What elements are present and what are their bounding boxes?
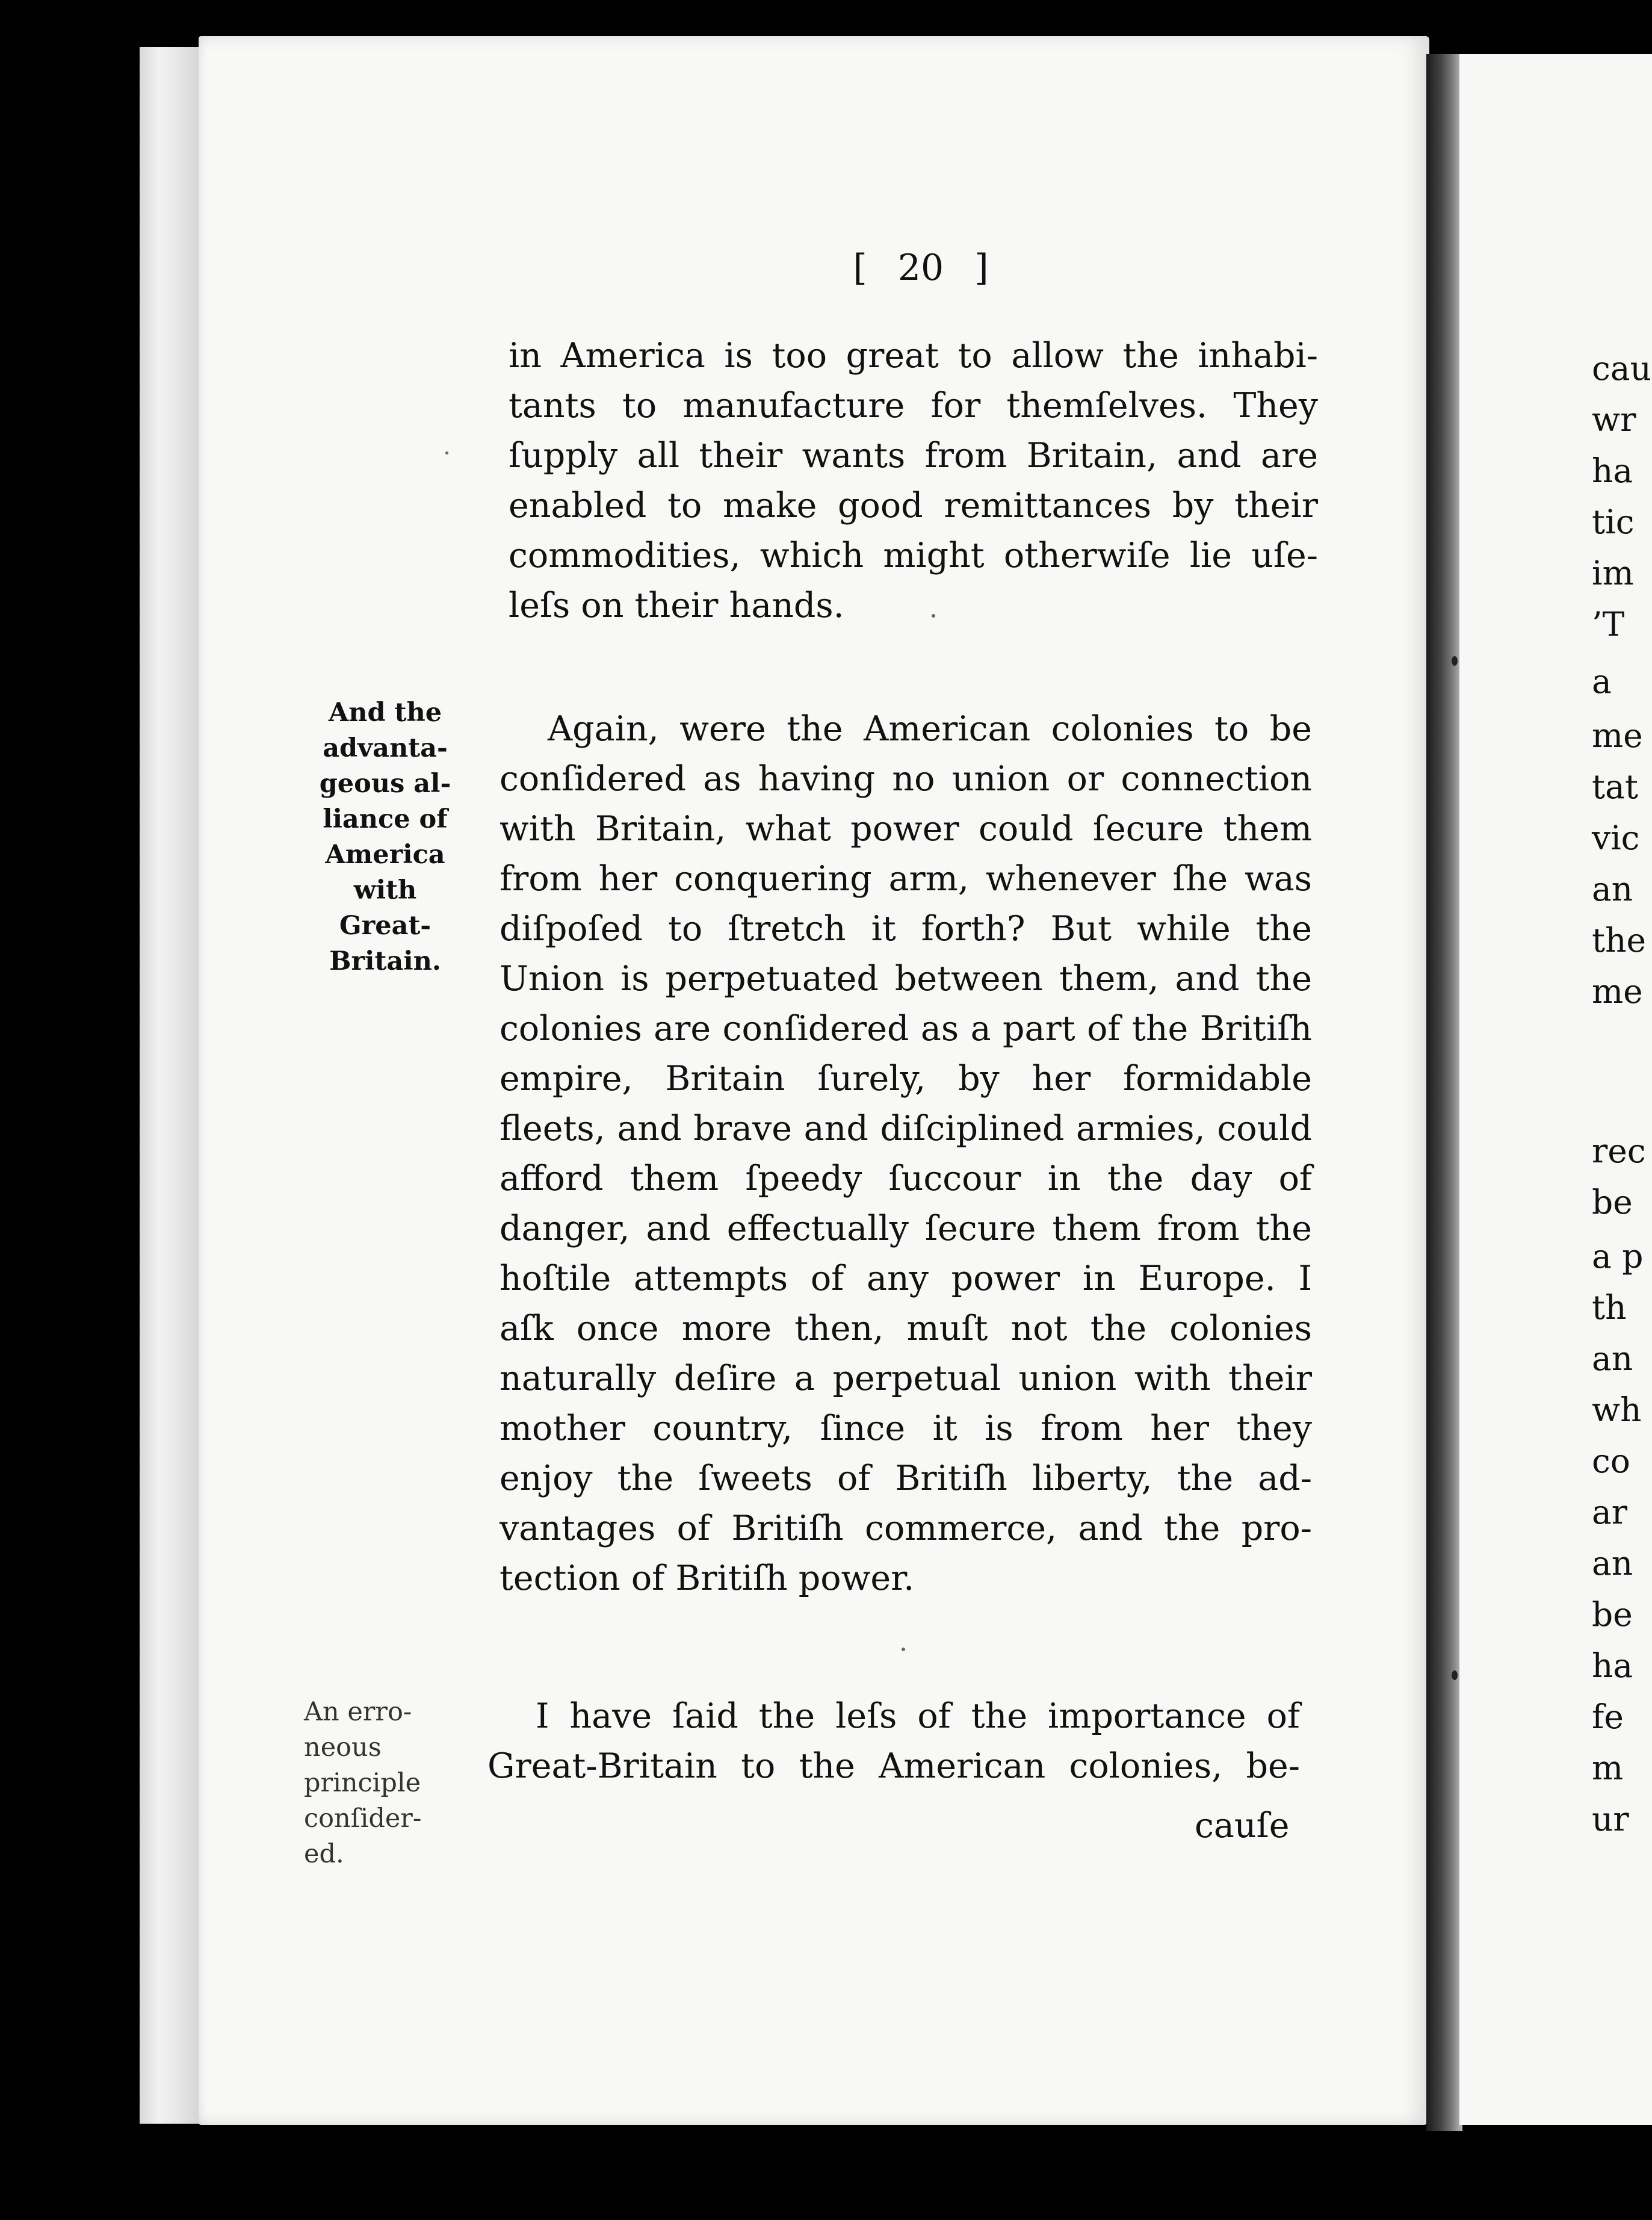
facing-fragment: th <box>1592 1288 1627 1327</box>
margin-note-line: conſider- <box>304 1803 422 1834</box>
paper-speck <box>932 614 935 618</box>
facing-fragment: m <box>1592 1749 1624 1787</box>
text-line: naturally deſire a perpetual union with their <box>500 1359 1312 1398</box>
margin-note-line: America <box>325 840 445 870</box>
facing-fragment: fe <box>1592 1698 1624 1736</box>
facing-fragment: an <box>1592 1339 1633 1378</box>
paper-speck <box>1452 1670 1458 1680</box>
margin-note-erroneous-principle <box>304 1694 448 1872</box>
margin-note-line: ed. <box>304 1839 344 1869</box>
facing-fragment: im <box>1592 554 1634 592</box>
text-line: Great-Britain to the American colonies, be- <box>487 1746 1300 1786</box>
text-line: tants to manufacture for themſelves. They <box>509 386 1318 426</box>
text-line: aſk once more then, muſt not the colonies <box>500 1309 1312 1348</box>
paragraph-3 <box>487 1691 1300 1791</box>
margin-note-line: with <box>353 875 417 905</box>
facing-fragment: be <box>1592 1595 1633 1634</box>
page-number: [ 20 ] <box>853 247 989 289</box>
text-line: I have ſaid the leſs of the importance of <box>536 1696 1300 1736</box>
margin-note-alliance <box>313 695 457 979</box>
text-line: afford them ſpeedy ſuccour in the day of <box>500 1159 1312 1198</box>
text-line: Union is perpetuated between them, and the <box>500 959 1312 999</box>
text-line: colonies are conſidered as a part of the Britiſh <box>500 1009 1312 1049</box>
facing-fragment: an <box>1592 1544 1633 1583</box>
page-edge <box>140 47 206 2124</box>
text-line: enabled to make good remittances by their <box>509 486 1318 526</box>
margin-note-line: principle <box>304 1768 421 1798</box>
facing-fragment: a p <box>1592 1237 1644 1276</box>
text-line: ſupply all their wants from Britain, and are <box>509 436 1318 476</box>
facing-fragment: ur <box>1592 1800 1629 1838</box>
facing-fragment: wr <box>1592 400 1636 439</box>
facing-fragment: wh <box>1592 1391 1642 1429</box>
text-line: empire, Britain ſurely, by her formidable <box>500 1059 1312 1099</box>
text-line: with Britain, what power could ſecure them <box>500 809 1312 849</box>
text-line: enjoy the ſweets of Britiſh liberty, the ad- <box>500 1459 1312 1498</box>
text-line: hoſtile attempts of any power in Europe. I <box>500 1259 1312 1298</box>
text-line: commodities, which might otherwiſe lie uſe- <box>509 536 1318 575</box>
text-line: vantages of Britiſh commerce, and the pro- <box>500 1508 1312 1548</box>
paper-speck <box>902 1648 905 1651</box>
facing-fragment: ar <box>1592 1493 1628 1531</box>
facing-fragment: be <box>1592 1183 1633 1221</box>
facing-fragment: ’T <box>1592 605 1625 643</box>
paragraph-1 <box>509 331 1318 631</box>
text-line: in America is too great to allow the inhabi- <box>509 336 1318 376</box>
facing-fragment: co <box>1592 1442 1630 1480</box>
catchword: cauſe <box>1195 1806 1290 1846</box>
text-line: Again, were the American colonies to be <box>548 709 1312 749</box>
margin-note-line: An erro- <box>304 1697 412 1727</box>
text-line: conſidered as having no union or connection <box>500 759 1312 799</box>
facing-fragment: an <box>1592 870 1633 908</box>
text-line: tection of Britiſh power. <box>500 1558 915 1598</box>
margin-note-line: And the <box>328 698 442 728</box>
book-gutter <box>1426 54 1462 2131</box>
facing-fragment: a <box>1592 662 1612 701</box>
margin-note-line: neous <box>304 1732 382 1763</box>
facing-fragment: the <box>1592 921 1647 960</box>
facing-fragment: tic <box>1592 503 1635 541</box>
text-line: diſpoſed to ſtretch it forth? But while the <box>500 909 1312 949</box>
paragraph-2 <box>500 704 1312 1604</box>
facing-fragment: tat <box>1592 767 1638 806</box>
margin-note-line: Great- <box>339 911 432 941</box>
text-line: danger, and effectually ſecure them from the <box>500 1209 1312 1248</box>
paper-speck <box>445 451 448 454</box>
text-line: leſs on their hands. <box>509 586 844 625</box>
margin-note-line: advanta- <box>323 733 448 763</box>
text-line: from her conquering arm, whenever ſhe was <box>500 859 1312 899</box>
text-line: mother country, ſince it is from her they <box>500 1409 1312 1448</box>
margin-note-line: Britain. <box>329 946 441 976</box>
margin-note-line: liance of <box>323 804 448 834</box>
facing-fragment: me <box>1592 972 1643 1011</box>
facing-fragment: vic <box>1592 819 1640 857</box>
facing-fragment: rec <box>1592 1132 1646 1170</box>
paper-speck <box>1452 656 1458 666</box>
text-line: fleets, and brave and diſciplined armies, could <box>500 1109 1312 1149</box>
facing-fragment: ha <box>1592 1646 1633 1685</box>
margin-note-line: geous al- <box>319 769 451 799</box>
facing-fragment: ha <box>1592 451 1633 490</box>
facing-fragment: cau <box>1592 349 1652 388</box>
facing-fragment: me <box>1592 716 1643 755</box>
